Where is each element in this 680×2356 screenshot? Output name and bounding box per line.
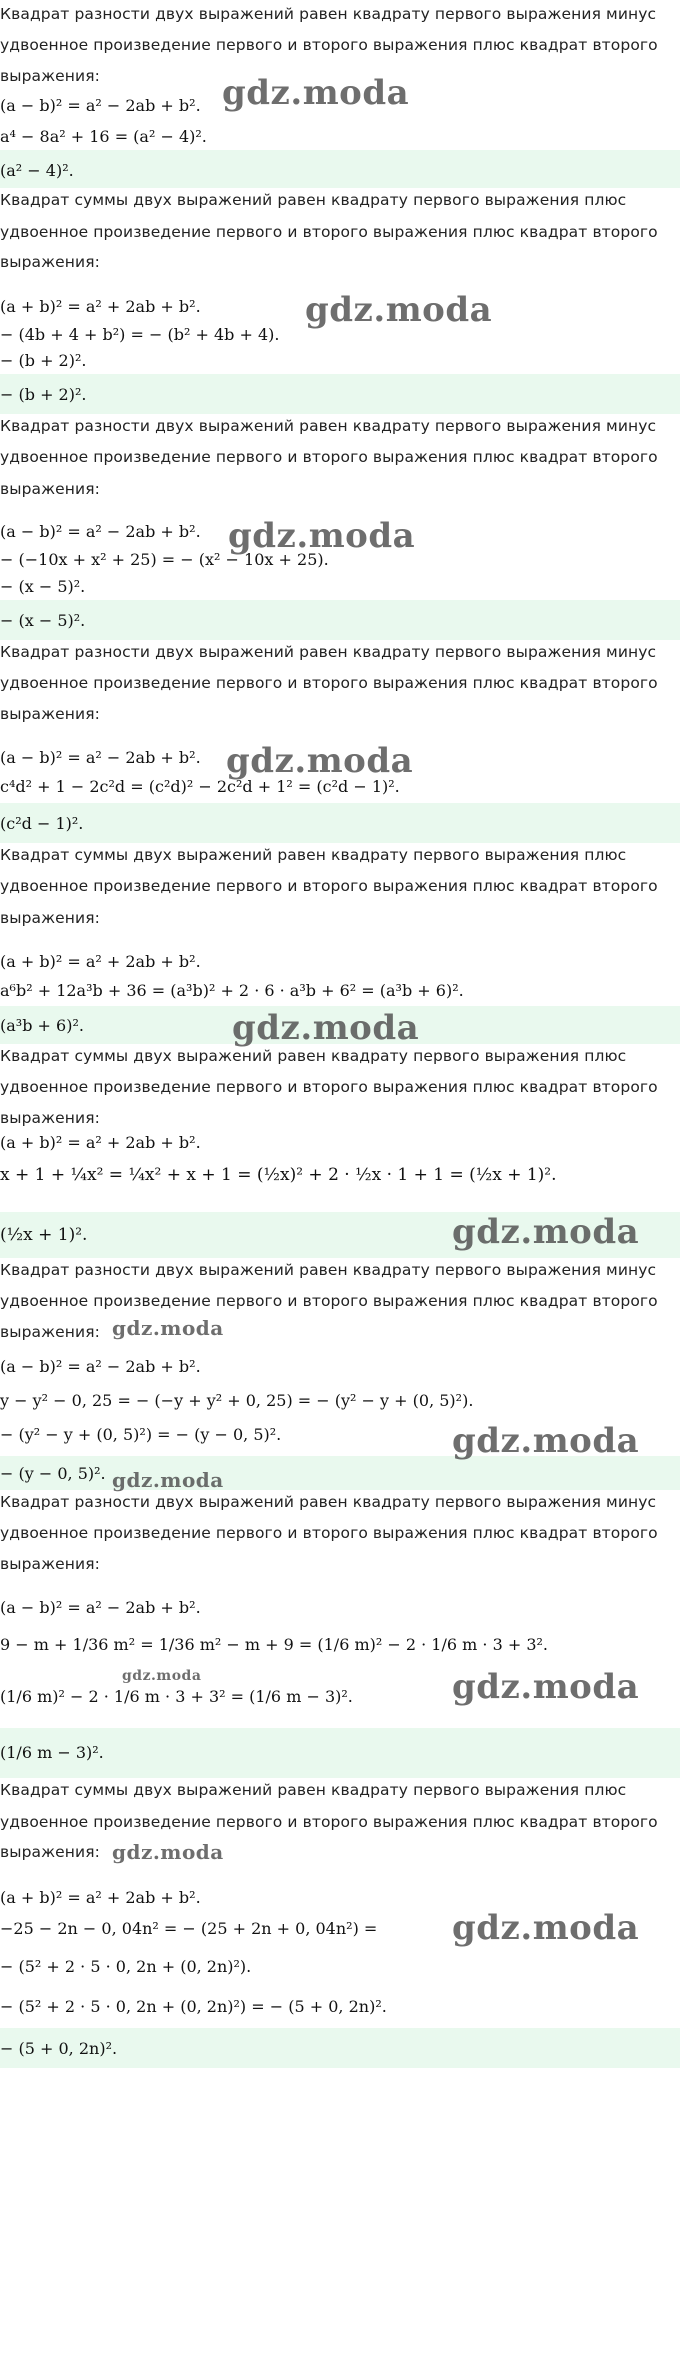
work-line: a⁶b² + 12a³b + 36 = (a³b)² + 2 · 6 · a³b + 6² = (a³b + 6)².: [0, 981, 464, 1000]
watermark: gdz.moda: [452, 1421, 640, 1461]
work-line: − (y² − y + (0, 5)²) = − (y − 0, 5)².: [0, 1425, 282, 1444]
rule-text: выражения:: [0, 253, 100, 271]
rule-text: удвоенное произведение первого и второго выражения плюс квадрат второго: [0, 223, 658, 241]
work-line: − (x − 5)².: [0, 577, 86, 596]
answer: − (y − 0, 5)².: [0, 1464, 106, 1483]
work-line: 9 − m + 1/36 m² = 1/36 m² − m + 9 = (1/6 m)² − 2 · 1/6 m · 3 + 3².: [0, 1635, 548, 1654]
answer-bar: [0, 150, 680, 188]
rule-text: Квадрат суммы двух выражений равен квадрату первого выражения плюс: [0, 846, 627, 864]
work-line: − (5² + 2 · 5 · 0, 2n + (0, 2n)²).: [0, 1957, 252, 1976]
work-line: x + 1 + ¼x² = ¼x² + x + 1 = (½x)² + 2 · ½x · 1 + 1 = (½x + 1)².: [0, 1165, 557, 1185]
rule-text: выражения:: [0, 1109, 100, 1127]
answer: (c²d − 1)².: [0, 814, 84, 833]
rule-text: Квадрат суммы двух выражений равен квадрату первого выражения плюс: [0, 1781, 627, 1799]
formula: (a + b)² = a² + 2ab + b².: [0, 952, 201, 971]
work-line: y − y² − 0, 25 = − (−y + y² + 0, 25) = − (y² − y + (0, 5)²).: [0, 1391, 474, 1410]
work-line: − (5² + 2 · 5 · 0, 2n + (0, 2n)²) = − (5 + 0, 2n)².: [0, 1997, 387, 2016]
formula: (a − b)² = a² − 2ab + b².: [0, 1598, 201, 1617]
watermark: gdz.moda: [228, 516, 416, 556]
rule-text: удвоенное произведение первого и второго выражения плюс квадрат второго: [0, 1813, 658, 1831]
rule-text: удвоенное произведение первого и второго выражения плюс квадрат второго: [0, 877, 658, 895]
rule-text: удвоенное произведение первого и второго выражения плюс квадрат второго: [0, 1078, 658, 1096]
work-line: −25 − 2n − 0, 04n² = − (25 + 2n + 0, 04n²) =: [0, 1919, 378, 1938]
formula: (a − b)² = a² − 2ab + b².: [0, 748, 201, 767]
rule-text: выражения:: [0, 1843, 100, 1861]
watermark: gdz.moda: [226, 741, 414, 781]
watermark: gdz.moda: [112, 1316, 224, 1340]
watermark: gdz.moda: [452, 1212, 640, 1252]
rule-text: удвоенное произведение первого и второго выражения плюс квадрат второго: [0, 36, 658, 54]
watermark: gdz.moda: [232, 1008, 420, 1048]
rule-text: выражения:: [0, 909, 100, 927]
work-line: − (b + 2)².: [0, 351, 87, 370]
formula: (a − b)² = a² − 2ab + b².: [0, 96, 201, 115]
rule-text: выражения:: [0, 705, 100, 723]
watermark: gdz.moda: [305, 290, 493, 330]
rule-text: выражения:: [0, 1323, 100, 1341]
work-line: − (−10x + x² + 25) = − (x² − 10x + 25).: [0, 550, 329, 569]
rule-text: Квадрат суммы двух выражений равен квадрату первого выражения плюс: [0, 1047, 627, 1065]
watermark: gdz.moda: [452, 1667, 640, 1707]
formula: (a + b)² = a² + 2ab + b².: [0, 1888, 201, 1907]
work-line: a⁴ − 8a² + 16 = (a² − 4)².: [0, 127, 207, 146]
rule-text: Квадрат разности двух выражений равен квадрату первого выражения минус: [0, 417, 657, 435]
watermark: gdz.moda: [112, 1468, 224, 1492]
answer: (a³b + 6)².: [0, 1016, 84, 1035]
answer-bar: [0, 600, 680, 640]
rule-text: удвоенное произведение первого и второго выражения плюс квадрат второго: [0, 674, 658, 692]
formula: (a − b)² = a² − 2ab + b².: [0, 522, 201, 541]
answer: (a² − 4)².: [0, 161, 74, 180]
answer-bar: [0, 1728, 680, 1778]
rule-text: удвоенное произведение первого и второго выражения плюс квадрат второго: [0, 448, 658, 466]
rule-text: Квадрат суммы двух выражений равен квадрату первого выражения плюс: [0, 191, 627, 209]
rule-text: Квадрат разности двух выражений равен квадрату первого выражения минус: [0, 1493, 657, 1511]
work-line: c⁴d² + 1 − 2c²d = (c²d)² − 2c²d + 1² = (c²d − 1)².: [0, 777, 400, 796]
work-line: (1/6 m)² − 2 · 1/6 m · 3 + 3² = (1/6 m − 3)².: [0, 1687, 353, 1706]
answer-bar: [0, 374, 680, 414]
answer: − (x − 5)².: [0, 611, 86, 630]
rule-text: выражения:: [0, 67, 100, 85]
answer-bar: [0, 1456, 680, 1490]
formula: (a + b)² = a² + 2ab + b².: [0, 297, 201, 316]
answer: (½x + 1)².: [0, 1225, 88, 1245]
rule-text: выражения:: [0, 1555, 100, 1573]
rule-text: удвоенное произведение первого и второго выражения плюс квадрат второго: [0, 1292, 658, 1310]
formula: (a − b)² = a² − 2ab + b².: [0, 1357, 201, 1376]
answer: − (5 + 0, 2n)².: [0, 2039, 118, 2058]
watermark: gdz.moda: [222, 73, 410, 113]
answer: − (b + 2)².: [0, 385, 87, 404]
rule-text: Квадрат разности двух выражений равен квадрату первого выражения минус: [0, 1261, 657, 1279]
rule-text: удвоенное произведение первого и второго выражения плюс квадрат второго: [0, 1524, 658, 1542]
rule-text: Квадрат разности двух выражений равен квадрату первого выражения минус: [0, 5, 657, 23]
work-line: − (4b + 4 + b²) = − (b² + 4b + 4).: [0, 325, 280, 344]
answer-bar: [0, 803, 680, 843]
rule-text: выражения:: [0, 480, 100, 498]
answer-bar: [0, 2028, 680, 2068]
formula: (a + b)² = a² + 2ab + b².: [0, 1133, 201, 1152]
watermark: gdz.moda: [112, 1840, 224, 1864]
rule-text: Квадрат разности двух выражений равен квадрату первого выражения минус: [0, 643, 657, 661]
watermark: gdz.moda: [122, 1668, 202, 1684]
answer: (1/6 m − 3)².: [0, 1743, 104, 1762]
watermark: gdz.moda: [452, 1908, 640, 1948]
